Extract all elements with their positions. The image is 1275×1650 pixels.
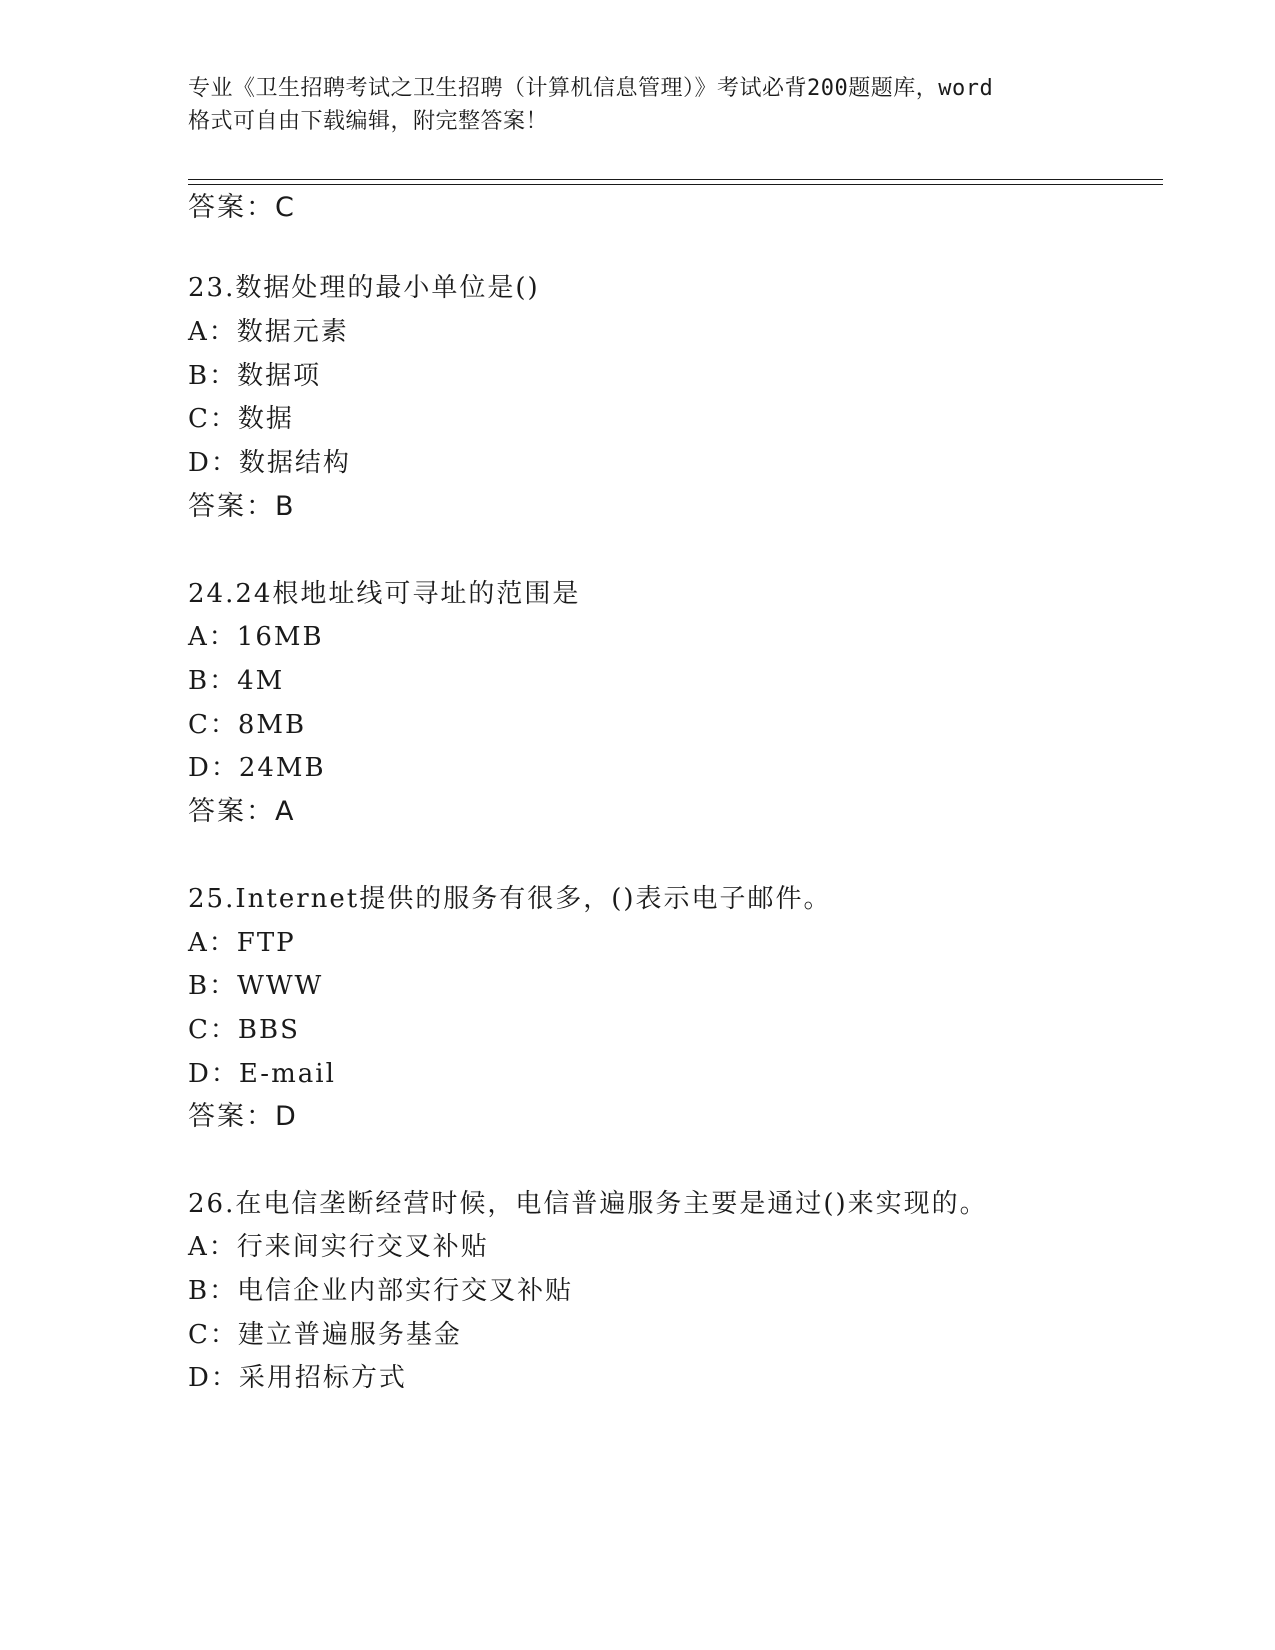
question-25-option-d: D：E-mail [188,1059,336,1089]
question-25-option-b: B：WWW [188,971,324,1001]
header-divider-top [188,179,1163,180]
document-page [188,0,1163,1650]
answer-value: C [275,192,295,223]
question-25-answer [188,1099,297,1135]
question-24-option-b: B：4M [188,666,285,696]
answer-label: 答案： [188,192,275,223]
question-26-option-a: A：行来间实行交叉补贴 [188,1232,489,1262]
question-26-option-d: D：采用招标方式 [188,1363,407,1393]
answer-label: 答案： [188,491,275,522]
question-23-option-a: A：数据元素 [188,317,349,347]
question-25-option-a: A：FTP [188,928,296,958]
question-24-option-c: C：8MB [188,710,307,740]
question-24-answer [188,794,294,830]
answer-label: 答案： [188,796,275,827]
question-24-stem: 24.24根地址线可寻址的范围是 [188,579,581,609]
previous-answer [188,190,295,226]
answer-value: D [275,1101,297,1132]
answer-value: B [275,491,295,522]
question-23-answer [188,489,295,525]
question-24-option-d: D：24MB [188,753,326,783]
question-23-option-c: C：数据 [188,404,294,434]
answer-label: 答案： [188,1101,275,1132]
question-23-option-b: B：数据项 [188,361,322,391]
question-26-option-c: C：建立普遍服务基金 [188,1320,462,1350]
question-23-stem: 23.数据处理的最小单位是() [188,273,540,303]
question-23-option-d: D：数据结构 [188,448,351,478]
header-divider-bottom [188,184,1163,185]
question-26-option-b: B：电信企业内部实行交叉补贴 [188,1276,574,1306]
question-24-option-a: A：16MB [188,622,324,652]
question-26-stem: 26.在电信垄断经营时候，电信普遍服务主要是通过()来实现的。 [188,1189,988,1219]
document-header [188,72,1163,138]
question-25-stem: 25.Internet提供的服务有很多，()表示电子邮件。 [188,884,832,914]
header-line-2: 格式可自由下载编辑，附完整答案！ [188,109,549,134]
question-25-option-c: C：BBS [188,1015,300,1045]
header-line-1: 专业《卫生招聘考试之卫生招聘（计算机信息管理）》考试必背200题题库，word [188,76,994,101]
answer-value: A [275,796,295,827]
